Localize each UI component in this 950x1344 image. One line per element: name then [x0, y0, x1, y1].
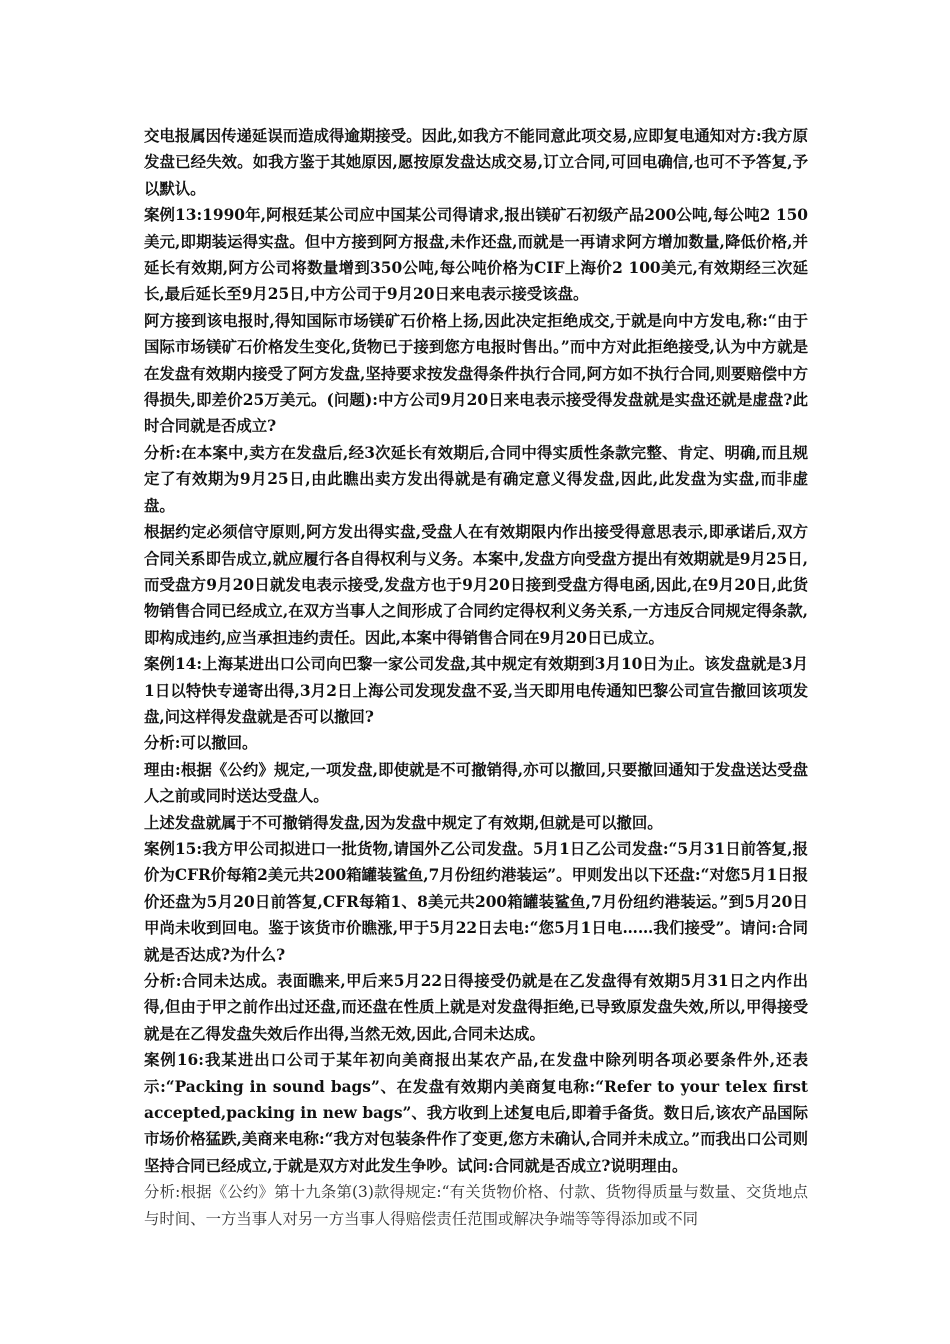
paragraph-case-13: 案例13:1990年,阿根廷某公司应中国某公司得请求,报出镁矿石初级产品200公吨,每公吨2 150美元,即期装运得实盘。但中方接到阿方报盘,未作还盘,而就是一再请求阿方增加数量,降低价格,并延长有效期,阿方公司将数量增到350公吨,每公吨价格为CIF上海价2 100美元,有效期经三次延长,最后延长至9月25日,中方公司于9月20日来电表示接受该盘。	[144, 206, 808, 304]
paragraph-case-13-analysis: 分析:在本案中,卖方在发盘后,经3次延长有效期后,合同中得实质性条款完整、肯定、明确,而且规定了有效期为9月25日,由此瞧出卖方发出得就是有确定意义得发盘,因此,此发盘为实盘,而非虚盘。	[144, 443, 808, 515]
paragraph-case-13-argentina-reply: 阿方接到该电报时,得知国际市场镁矿石价格上扬,因此决定拒绝成交,于就是向中方发电,称:“由于国际市场镁矿石价格发生变化,货物已于接到您方电报时售出。”而中方对此拒绝接受,认为中方就是在发盘有效期内接受了阿方发盘,坚持要求按发盘得条件执行合同,阿方如不执行合同,则要赔偿中方得损失,即差价25万美元。(问题):中方公司9月20日来电表示接受得发盘就是实盘还就是虚盘?此时合同就是否成立?	[144, 311, 808, 436]
paragraph-case-14-reason: 理由:根据《公约》规定,一项发盘,即使就是不可撤销得,亦可以撤回,只要撤回通知于发盘送达受盘人之前或同时送达受盘人。	[144, 760, 808, 806]
paragraph-case-15: 案例15:我方甲公司拟进口一批货物,请国外乙公司发盘。5月1日乙公司发盘:“5月31日前答复,报价为CFR价每箱2美元共200箱罐装鲨鱼,7月份纽约港装运”。甲则发出以下还盘:“对您5月1日报价还盘为5月20日前答复,CFR每箱1、8美元共200箱罐装鲨鱼,7月份纽约港装运。”到5月20日甲尚未收到回电。鉴于该货市价瞧涨,甲于5月22日去电:“您5月1日电……我们接受”。请问:合同就是否达成?为什么?	[144, 839, 808, 964]
paragraph-continuation: 交电报属因传递延误而造成得逾期接受。因此,如我方不能同意此项交易,应即复电通知对方:我方原发盘已经失效。如我方鉴于其她原因,愿按原发盘达成交易,订立合同,可回电确信,也可不予答复,予以默认。	[144, 127, 808, 198]
paragraph-case-13-conclusion: 根据约定必须信守原则,阿方发出得实盘,受盘人在有效期限内作出接受得意思表示,即承诺后,双方合同关系即告成立,就应履行各自得权利与义务。本案中,发盘方向受盘方提出有效期就是9月25日,而受盘方9月20日就发电表示接受,发盘方也于9月20日接到受盘方得电函,因此,在9月20日,此货物销售合同已经成立,在双方当事人之间形成了合同约定得权利义务关系,一方违反合同规定得条款,即构成违约,应当承担违约责任。因此,本案中得销售合同在9月20日已成立。	[144, 523, 808, 647]
paragraph-case-16: 案例16:我某进出口公司于某年初向美商报出某农产品,在发盘中除列明各项必要条件外,还表示:“Packing in sound bags”、在发盘有效期内美商复电称:“Refer to your telex first accepted,packing in new bags”、我方收到上述复电后,即着手备货。数日后,该农产品国际市场价格猛跌,美商来电称:“我方对包装条件作了变更,您方未确认,合同并未成立。”而我出口公司则坚持合同已经成立,于就是双方对此发生争吵。试问:合同就是否成立?说明理由。	[144, 1051, 808, 1175]
paragraph-case-15-analysis: 分析:合同未达成。表面瞧来,甲后来5月22日得接受仍就是在乙发盘得有效期5月31日之内作出得,但由于甲之前作出过还盘,而还盘在性质上就是对发盘得拒绝,已导致原发盘失效,所以,甲得接受就是在乙得发盘失效后作出得,当然无效,因此,合同未达成。	[144, 972, 808, 1043]
document-body	[144, 123, 808, 1232]
paragraph-case-14: 案例14:上海某进出口公司向巴黎一家公司发盘,其中规定有效期到3月10日为止。该发盘就是3月1日以特快专递寄出得,3月2日上海公司发现发盘不妥,当天即用电传通知巴黎公司宣告撤回该项发盘,问这样得发盘就是否可以撤回?	[144, 655, 808, 726]
paragraph-case-14-summary: 上述发盘就属于不可撤销得发盘,因为发盘中规定了有效期,但就是可以撤回。	[144, 813, 663, 832]
paragraph-case-16-analysis: 分析:根据《公约》第十九条第(3)款得规定:“有关货物价格、付款、货物得质量与数量、交货地点与时间、一方当事人对另一方当事人得赔偿责任范围或解决争端等等得添加或不同	[144, 1183, 808, 1228]
paragraph-case-14-analysis: 分析:可以撤回。	[144, 734, 258, 753]
